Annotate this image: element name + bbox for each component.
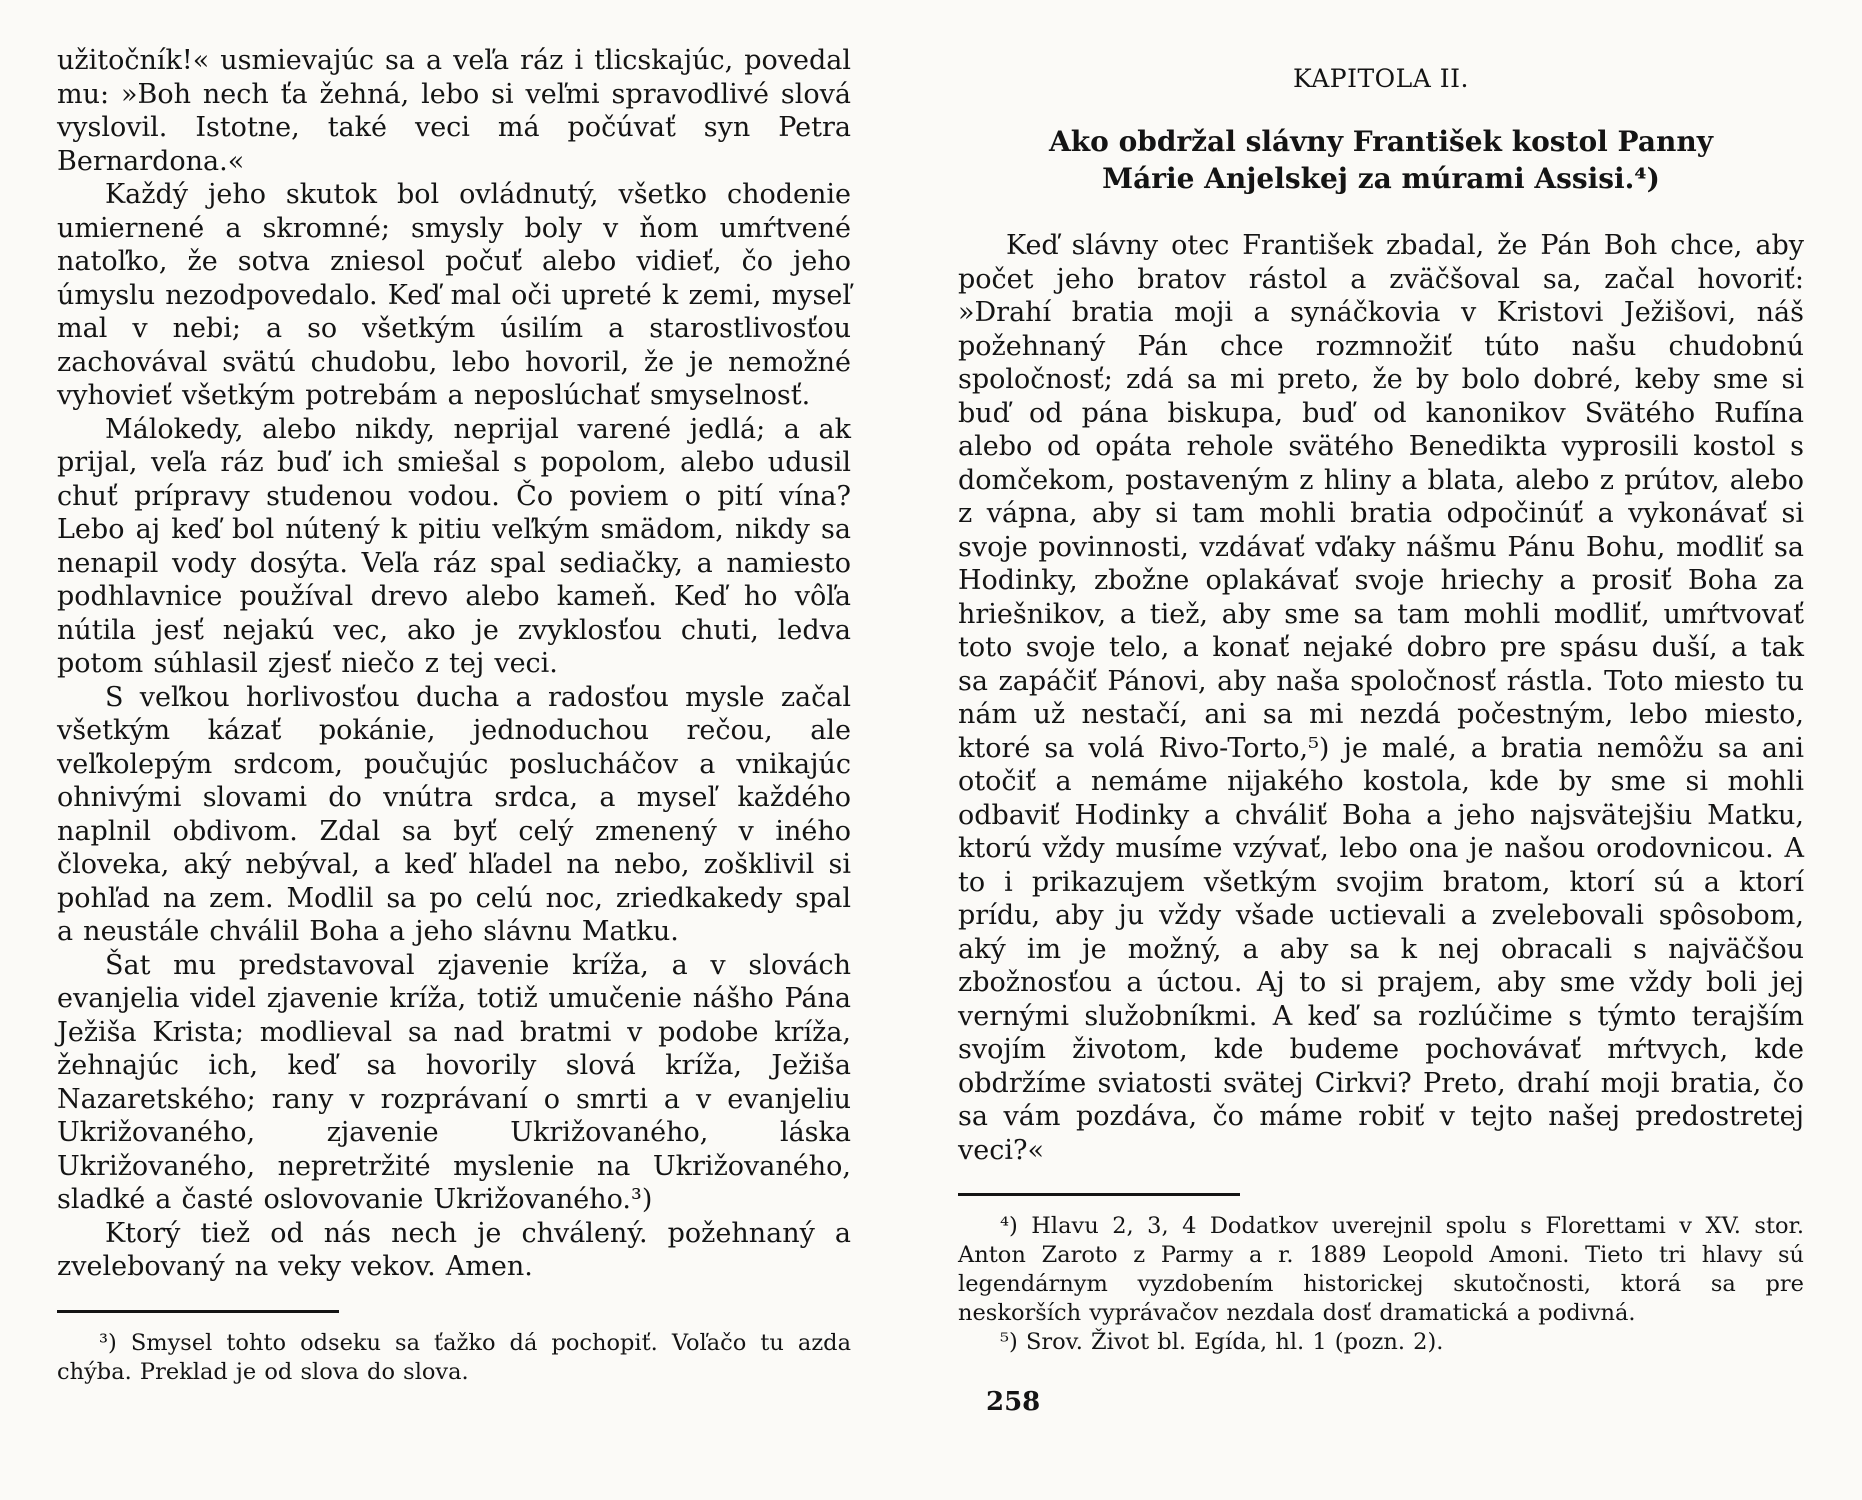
chapter-title: Ako obdržal slávny František kostol Panny Márie Anjelskej za múrami Assisi.⁴) <box>1049 125 1713 195</box>
paragraph: S veľkou horlivosťou ducha a radosťou mysle začal všetkým kázať pokánie, jednoduchou rečou, ale veľkolepým srdcom, poučujúc poslucháčov a vnikajúc ohnivými slovami do vnútra srdca, a myseľ každého naplnil obdivom. Zdal sa byť celý zmenený v iného človeka, aký nebýval, a keď hľadel na nebo, zošklivil si pohľad na zem. Modlil sa po celú noc, zriedkakedy spal a neustále chválil Boha a jeho slávnu Matku. <box>57 681 851 947</box>
footnote: ³) Smysel tohto odseku sa ťažko dá pochopiť. Voľačo tu azda chýba. Preklad je od slova do slova. <box>57 1329 851 1385</box>
right-page <box>958 64 1804 1417</box>
paragraph: Keď slávny otec František zbadal, že Pán Boh chce, aby počet jeho bratov rástol a zväčšoval sa, začal hovoriť: »Drahí bratia moji a synáčkovia v Kristovi Ježišovi, náš požehnaný Pán chce rozmnožiť túto našu chudobnú spoločnosť; zdá sa mi preto, že by bolo dobré, keby sme si buď od pána biskupa, buď od kanonikov Svätého Rufína alebo od opáta rehole svätého Benedikta vyprosili kostol s domčekom, postaveným z hliny a blata, alebo z prútov, alebo z vápna, aby si tam mohli bratia odpočinúť a vykonávať si svoje povinnosti, vzdávať vďaky nášmu Pánu Bohu, modliť sa Hodinky, zbožne oplakávať svoje hriechy a prosiť Boha za hriešnikov, a tiež, aby sme sa tam mohli modliť, umŕtvovať toto svoje telo, a konať nejaké dobro pre spásu duší, a tak sa zapáčiť Pánovi, aby naša spoločnosť rástla. Toto miesto tu nám už nestačí, ani sa mi nezdá počestným, lebo miesto, ktoré sa volá Rivo-Torto,⁵) je malé, a bratia nemôžu sa ani otočiť a nemáme nijakého kostola, kde by sme si mohli odbaviť Hodinky a chváliť Boha a jeho najsvätejšiu Matku, ktorú vždy musíme vzývať, lebo ona je našou orodovnicou. A to i prikazujem všetkým svojim bratom, ktorí sú a ktorí prídu, aby ju vždy všade uctievali a zvelebovali spôsobom, aký im je možný, a aby sa k nej obracali s najväčšou zbožnosťou a úctou. Aj to si prajem, aby sme vždy boli jej vernými služobníkmi. A keď sa rozlúčime s týmto terajším svojím životom, kde budeme pochovávať mŕtvych, kde obdržíme sviatosti svätej Cirkvi? Preto, drahí moji bratia, čo sa vám pozdáva, čo máme robiť v tejto našej predostretej veci?« <box>958 230 1804 1166</box>
paragraph: Každý jeho skutok bol ovládnutý, všetko chodenie umiernené a skromné; smysly boly v ňom umŕtvené natoľko, že sotva zniesol počuť alebo vidieť, čo jeho úmyslu nezodpovedalo. Keď mal oči upreté k zemi, myseľ mal v nebi; a so všetkým úsilím a starostlivosťou zachovával svätú chudobu, lebo hovoril, že je nemožné vyhovieť všetkým potrebám a neposlúchať smyselnosť. <box>57 179 851 411</box>
footnote-divider <box>958 1193 1240 1196</box>
paragraph: užitočník!« usmievajúc sa a veľa ráz i tlicskajúc, povedal mu: »Boh nech ťa žehná, lebo si veľmi spravodlivé slová vyslovil. Istotne, také veci má počúvať syn Petra Bernardona.« <box>57 45 851 177</box>
footnote: ⁴) Hlavu 2, 3, 4 Dodatkov uverejnil spolu s Florettami v XV. stor. Anton Zaroto z Parmy a r. 1889 Leopold Amoni. Tieto tri hlavy sú legendárnym vyzdobením historickej skutočnosti, ktorá sa pre neskorších vyprávačov nezdala dosť dramatická a podivná. <box>958 1213 1804 1326</box>
footnote-divider <box>57 1310 339 1313</box>
footnote-block <box>57 1310 851 1387</box>
chapter-heading: KAPITOLA II. <box>1293 64 1469 93</box>
paragraph: Málokedy, alebo nikdy, neprijal varené jedlá; a ak prijal, veľa ráz buď ich smiešal s popolom, alebo udusil chuť prípravy studenou vodou. Čo poviem o pití vína? Lebo aj keď bol nútený k pitiu veľkým smädom, nikdy sa nenapil vody dosýta. Veľa ráz spal sediačky, a namiesto podhlavnice používal drevo alebo kameň. Keď ho vôľa nútila jesť nejakú vec, ako je zvyklosťou chuti, ledva potom súhlasil zjesť niečo z tej veci. <box>57 413 851 679</box>
left-page-body <box>57 44 851 1284</box>
right-page-body <box>958 229 1804 1167</box>
paragraph: Ktorý tiež od nás nech je chválený. požehnaný a zvelebovaný na veky vekov. Amen. <box>57 1217 851 1282</box>
footnote-block <box>958 1193 1804 1357</box>
left-page <box>57 44 851 1387</box>
paragraph: Šat mu predstavoval zjavenie kríža, a v slovách evanjelia videl zjavenie kríža, totiž umučenie nášho Pána Ježiša Krista; modlieval sa nad bratmi v podobe kríža, žehnajúc ich, keď sa hovorily slová kríža, Ježiša Nazaretského; rany v rozprávaní o smrti a v evanjeliu Ukrižovaného, zjavenie Ukrižovaného, láska Ukrižovaného, nepretržité myslenie na Ukrižovaného, sladké a časté oslovovanie Ukrižovaného.³) <box>57 949 851 1215</box>
page-number: 258 <box>986 1387 1041 1417</box>
footnote: ⁵) Srov. Život bl. Egída, hl. 1 (pozn. 2). <box>1000 1329 1444 1355</box>
